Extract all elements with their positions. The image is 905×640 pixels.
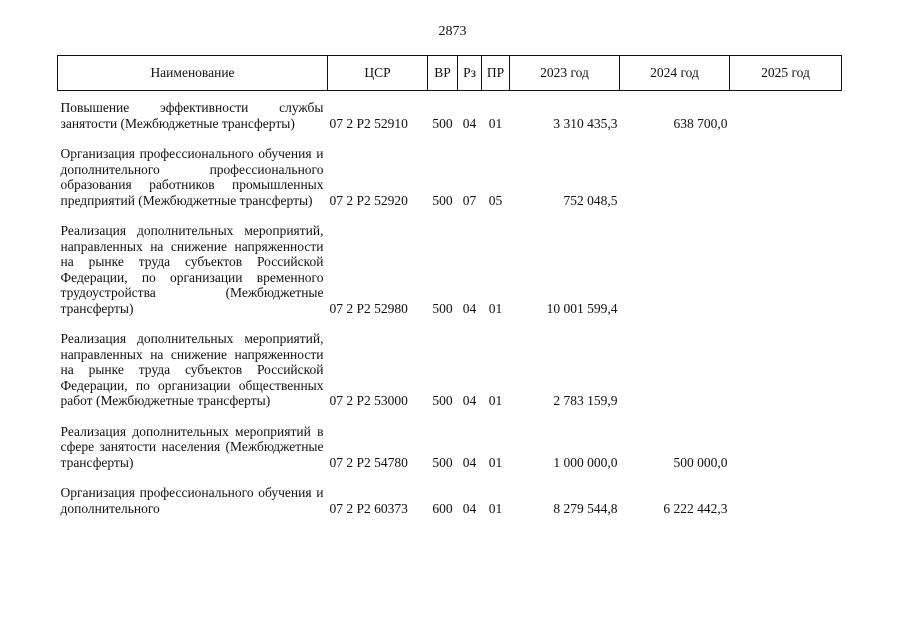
row-rz: 07 (462, 192, 477, 208)
row-vr: 500 (432, 115, 453, 131)
row-2024 (620, 146, 730, 208)
page-number: 2873 (438, 24, 467, 39)
row-name: Реализация дополнительных мероприятий, направленных на снижение напряженности на рынке труда субъектов Российской Федерации, по организации общественных работ (Межбюджетные трансферты) (60, 331, 324, 408)
header-row (58, 56, 842, 91)
row-name: Повышение эффективности службы занятости (Межбюджетные трансферты) (60, 100, 324, 131)
row-name: Организация профессионального обучения и дополнительного профессионального образования работников промышленных предприятий (Межбюджетные трансферты) (60, 146, 324, 208)
gap-row (58, 208, 842, 223)
row-2023: 2 783 159,9 (553, 393, 618, 408)
row-2023: 10 001 599,4 (546, 300, 618, 316)
row-2024: 6 222 442,3 (663, 500, 728, 516)
table-row (58, 424, 842, 471)
row-csr: 07 2 P2 53000 (329, 393, 408, 408)
row-csr: 07 2 P2 60373 (329, 500, 408, 516)
row-2023: 1 000 000,0 (553, 454, 618, 470)
budget-table (57, 55, 842, 516)
row-rz: 04 (462, 454, 477, 470)
header-vr: ВР (428, 56, 458, 91)
header-2025: 2025 год (730, 56, 842, 91)
gap-row (58, 470, 842, 485)
row-name: Реализация дополнительных мероприятий, направленных на снижение напряженности на рынке труда субъектов Российской Федерации, по организации временного трудоустройства (Межбюджетные трансферты) (60, 223, 324, 316)
row-2024 (620, 331, 730, 409)
row-csr: 07 2 P2 52980 (329, 300, 408, 316)
row-vr: 500 (432, 192, 453, 208)
header-pr: ПР (482, 56, 510, 91)
row-2025 (730, 485, 842, 516)
row-pr: 01 (488, 454, 503, 470)
row-2023: 752 048,5 (563, 192, 618, 208)
row-csr: 07 2 P2 52910 (329, 115, 408, 131)
row-pr: 01 (488, 500, 503, 516)
header-csr: ЦСР (328, 56, 428, 91)
row-pr: 01 (488, 393, 503, 408)
row-csr: 07 2 P2 52920 (329, 192, 408, 208)
row-rz: 04 (462, 115, 477, 131)
row-2023: 3 310 435,3 (553, 115, 618, 131)
row-2024: 638 700,0 (673, 115, 728, 131)
gap-row (58, 131, 842, 146)
header-2023: 2023 год (510, 56, 620, 91)
row-rz: 04 (462, 300, 477, 316)
row-name: Организация профессионального обучения и дополнительного (60, 485, 324, 516)
row-vr: 500 (432, 393, 453, 408)
row-2023: 8 279 544,8 (553, 500, 618, 516)
table-row (58, 100, 842, 131)
row-2025 (730, 331, 842, 409)
row-name: Реализация дополнительных мероприятий в сфере занятости населения (Межбюджетные трансферты) (60, 423, 324, 470)
row-pr: 01 (488, 115, 503, 131)
table-row (58, 331, 842, 409)
gap-row (58, 409, 842, 424)
table-row (58, 146, 842, 208)
row-2025 (730, 223, 842, 316)
row-vr: 500 (432, 454, 453, 470)
gap-row (58, 316, 842, 331)
row-pr: 05 (488, 192, 503, 208)
header-2024: 2024 год (620, 56, 730, 91)
row-pr: 01 (488, 300, 503, 316)
header-name: Наименование (58, 56, 328, 91)
table-row (58, 223, 842, 316)
row-vr: 500 (432, 300, 453, 316)
row-2025 (730, 146, 842, 208)
table-row (58, 485, 842, 516)
row-csr: 07 2 P2 54780 (329, 454, 408, 470)
spacer-row (58, 91, 842, 101)
header-rz: Рз (458, 56, 482, 91)
row-rz: 04 (462, 393, 477, 408)
row-2025 (730, 424, 842, 471)
row-vr: 600 (432, 500, 453, 516)
row-rz: 04 (462, 500, 477, 516)
row-2024: 500 000,0 (673, 454, 728, 470)
row-2025 (730, 100, 842, 131)
row-2024 (620, 223, 730, 316)
